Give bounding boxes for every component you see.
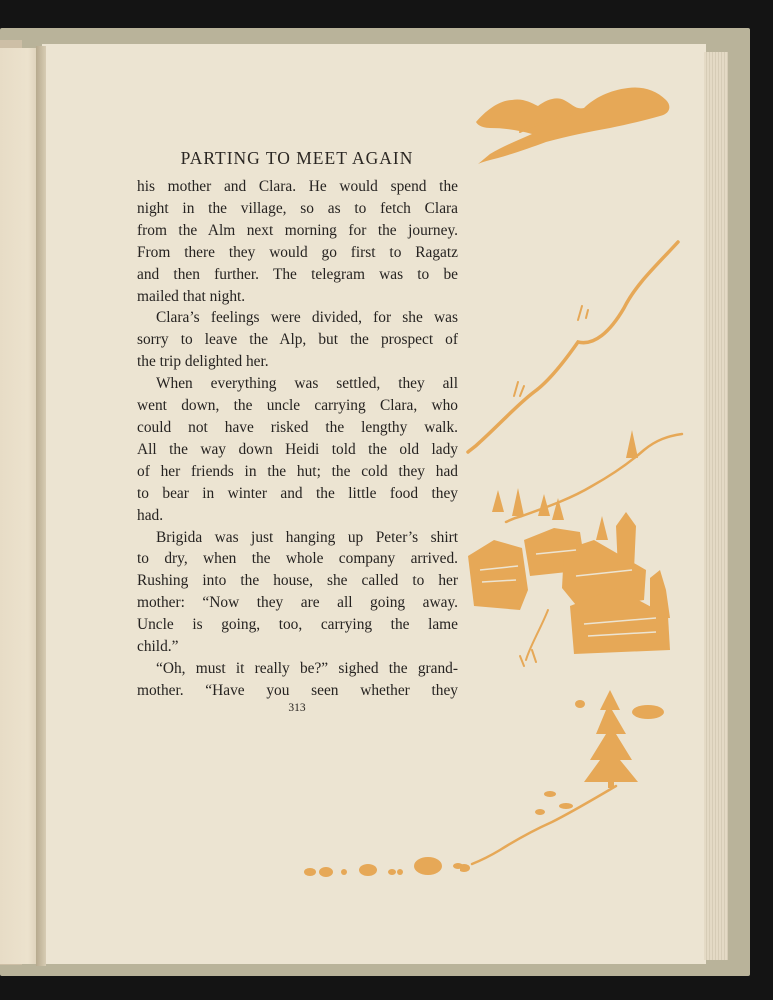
text-line: From there they would go first to Ragatz [137, 243, 458, 261]
paragraph [137, 527, 458, 658]
village-houses-drawing [468, 512, 670, 666]
hill-ridge-line [506, 434, 682, 522]
mountain-peaks-drawing [476, 88, 669, 165]
text-line: Uncle is going, too, carrying the lame [137, 616, 458, 634]
text-line: All the way down Heidi told the old lady [137, 440, 458, 458]
text-line: “Oh, must it really be?” sighed the grand- [156, 659, 458, 677]
text-line: his mother and Clara. He would spend the [137, 178, 458, 195]
stones-row-drawing [300, 848, 500, 888]
text-line: mother. “Have you seen whether they [137, 681, 458, 699]
text-line: Rushing into the house, she called to her [137, 572, 458, 590]
pine-tree-icon [538, 494, 550, 516]
page-number: 313 [288, 702, 306, 714]
body-text [137, 176, 458, 702]
pine-tree-icon [596, 516, 608, 540]
text-line: to bear in winter and the little food they [137, 484, 458, 502]
text-line: had. [137, 506, 164, 524]
left-page [0, 48, 40, 964]
page-edges [704, 52, 728, 960]
pine-tree-icon [492, 490, 504, 512]
running-head: PARTING TO MEET AGAIN [180, 148, 414, 168]
text-line: the trip delighted her. [137, 353, 269, 371]
text-line: to dry, when the whole company arrived. [137, 550, 458, 568]
paragraph [137, 373, 458, 526]
text-line: mailed that night. [137, 287, 246, 305]
text-line: When everything was settled, they all [156, 375, 458, 393]
text-line: from the Alm next morning for the journey. [137, 221, 458, 239]
pine-tree-icon [626, 430, 638, 458]
text-line: sorry to leave the Alp, but the prospect of [137, 331, 458, 349]
paragraph [137, 307, 458, 373]
text-line: of her friends in the hut; the cold they had [137, 462, 458, 480]
text-line: went down, the uncle carrying Clara, who [137, 397, 458, 415]
paragraph [137, 176, 458, 307]
mountain-village-illustration [460, 70, 696, 890]
text-line: night in the village, so as to fetch Clara [137, 199, 458, 217]
pine-tree-icon [512, 488, 524, 516]
fir-tree-drawing [575, 690, 664, 788]
page-gutter [36, 46, 46, 966]
text-line: child.” [137, 638, 179, 656]
text-line: Clara’s feelings were divided, for she was [156, 309, 458, 327]
text-line: and then further. The telegram was to be [137, 265, 458, 283]
text-line: Brigida was just hanging up Peter’s shirt [156, 528, 458, 546]
mountain-slope-line [468, 242, 678, 452]
text-line: could not have risked the lengthy walk. [137, 418, 458, 436]
paragraph [137, 658, 458, 702]
text-line: mother: “Now they are all going away. [137, 594, 458, 612]
